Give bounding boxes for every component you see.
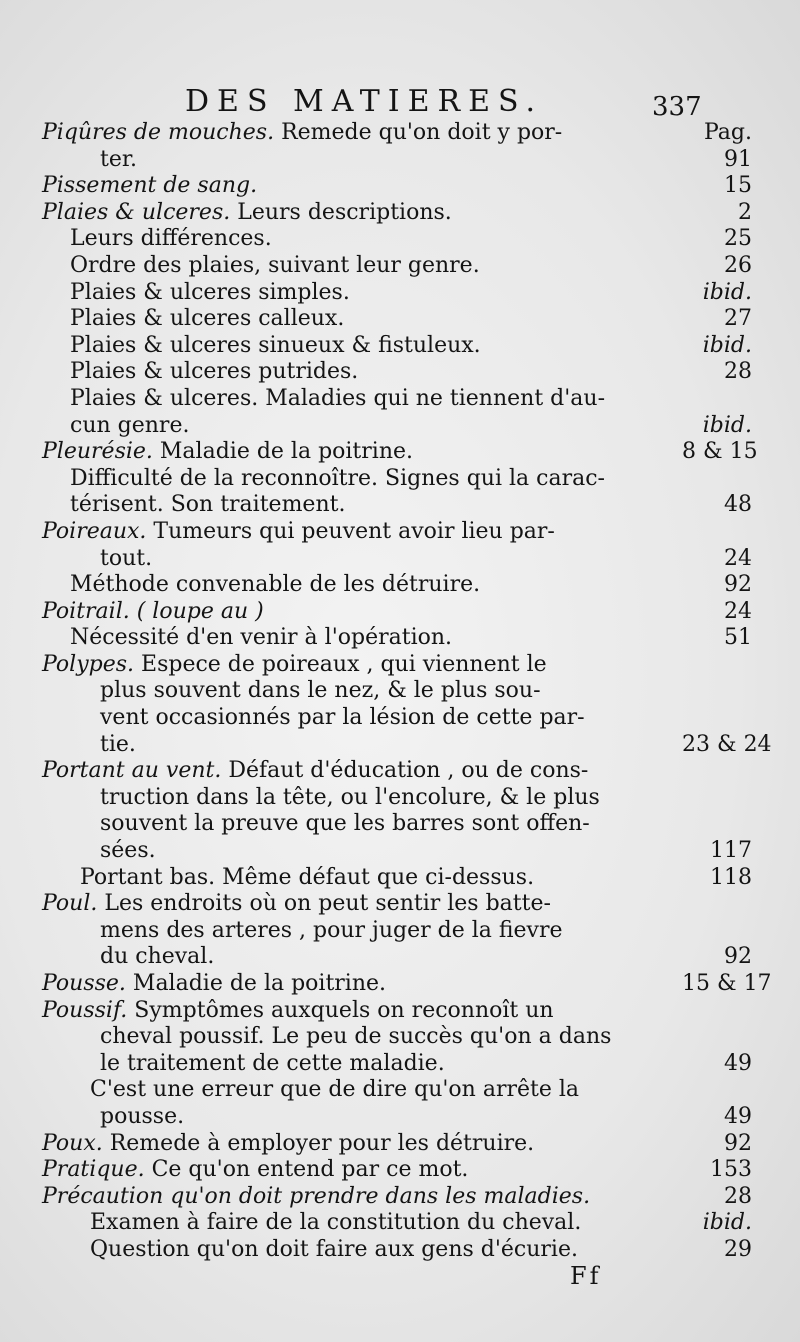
page-reference: 49: [724, 1103, 752, 1129]
index-line: [42, 146, 752, 174]
page-reference: 2: [738, 199, 752, 225]
entry-text: Question qu'on doit faire aux gens d'écurie.: [90, 1236, 578, 1262]
entry-heading: Piqûres de mouches.: [42, 120, 275, 145]
entry-text: Tumeurs qui peuvent avoir lieu par-: [146, 518, 555, 544]
entry-text: Espece de poireaux , qui viennent le: [134, 651, 547, 677]
signature-mark: Ff: [570, 1262, 602, 1290]
index-line: [42, 1077, 657, 1104]
entry-text: tout.: [100, 545, 153, 571]
entry-text: cheval poussif. Le peu de succès qu'on a dans: [100, 1024, 612, 1050]
index-line: [42, 439, 758, 466]
entry-text: Plaies & ulceres simples.: [70, 279, 350, 305]
entry-text: Défaut d'éducation , ou de cons-: [221, 758, 589, 784]
page-reference: 48: [724, 492, 752, 518]
entry-text: souvent la preuve que les barres sont offen-: [100, 811, 590, 837]
index-line: [42, 971, 772, 998]
index-line: [42, 944, 752, 971]
index-line: [42, 120, 752, 147]
entry-text: cun genre.: [70, 412, 190, 438]
index-line: [42, 864, 752, 892]
page-reference: ibid.: [702, 1210, 752, 1236]
index-line: [42, 705, 657, 732]
index-line: [42, 785, 657, 812]
entry-text: Maladie de la poitrine.: [152, 439, 414, 465]
entry-text: Plaies & ulceres calleux.: [70, 306, 345, 332]
entry-text: du cheval.: [100, 944, 215, 970]
page-reference: 49: [724, 1050, 752, 1076]
entry-heading: Plaies & ulceres.: [42, 199, 231, 225]
entry-heading: Pissement de sang.: [42, 173, 258, 199]
entry-heading: Poux.: [42, 1130, 103, 1156]
index-line: [42, 811, 657, 838]
page-reference: 92: [724, 944, 752, 970]
page-reference: 25: [724, 226, 752, 252]
entry-text: Examen à faire de la constitution du cheval.: [90, 1210, 582, 1236]
entry-text: mens des arteres , pour juger de la fievre: [100, 917, 563, 943]
index-line: [42, 625, 752, 652]
page-reference: ibid.: [702, 332, 752, 358]
page-reference: 27: [724, 306, 752, 332]
index-line: [42, 1050, 752, 1078]
entry-text: Ordre des plaies, suivant leur genre.: [70, 252, 480, 278]
page-reference: 117: [710, 838, 752, 864]
entry-text: truction dans la tête, ou l'encolure, & le plus: [100, 784, 600, 810]
index-line: [42, 519, 657, 546]
entry-heading: Poitrail.: [42, 598, 130, 624]
page-reference: 28: [724, 1183, 752, 1209]
entry-text: le traitement de cette maladie.: [100, 1050, 445, 1076]
index-line: [42, 226, 752, 253]
page-reference: 92: [724, 1130, 752, 1156]
page-number: 337: [652, 92, 702, 122]
entry-heading: Polypes.: [42, 651, 135, 677]
page-reference: 28: [724, 359, 752, 385]
entry-heading: Poussif.: [42, 997, 128, 1023]
entry-text: térisent. Son traitement.: [70, 492, 346, 518]
index-line: [42, 173, 752, 200]
index-line: [42, 466, 657, 493]
index-line: [42, 652, 657, 679]
index-line: [42, 386, 657, 413]
page-reference: 51: [724, 625, 752, 651]
index-line: [42, 918, 657, 945]
index-line: [42, 332, 752, 360]
entry-heading: Pleurésie.: [42, 439, 153, 465]
index-line: [42, 731, 772, 759]
entry-text: Portant bas. Même défaut que ci-dessus.: [80, 864, 535, 890]
entry-text: Maladie de la poitrine.: [125, 971, 387, 996]
index-line: [42, 279, 752, 307]
page-reference: 118: [710, 864, 752, 890]
page-reference: 29: [724, 1236, 752, 1262]
entry-heading: Précaution qu'on doit prendre dans les maladies.: [42, 1183, 591, 1209]
page-reference: 15: [724, 173, 752, 199]
index-line: [42, 891, 657, 918]
index-line: [42, 598, 752, 626]
entry-text: Plaies & ulceres. Maladies qui ne tiennent d'au-: [70, 385, 606, 411]
page-reference: ibid.: [702, 279, 752, 305]
index-line: [42, 545, 752, 573]
entry-heading: Portant au vent.: [42, 758, 222, 784]
index-line: [42, 1103, 752, 1131]
index-line: [42, 678, 657, 705]
index-line: [42, 492, 752, 519]
index-line: [42, 572, 752, 599]
index-line: [42, 359, 752, 386]
entry-text: Les endroits où on peut sentir les batte-: [97, 891, 551, 917]
entry-text: Méthode convenable de les détruire.: [70, 572, 481, 598]
entry-text: ( loupe au ): [129, 598, 264, 624]
entry-text: Leurs descriptions.: [230, 199, 452, 225]
index-line: [42, 838, 752, 865]
index-line: [42, 412, 752, 440]
entry-text: pousse.: [100, 1103, 185, 1129]
entry-heading: Pousse.: [42, 971, 126, 996]
index-line: [42, 1130, 752, 1158]
entry-text: tie.: [100, 731, 136, 757]
page-reference: 91: [724, 146, 752, 172]
entry-text: Plaies & ulceres sinueux & fistuleux.: [70, 332, 481, 358]
entry-text: sées.: [100, 838, 156, 864]
entry-text: Remede à employer pour les détruire.: [102, 1130, 535, 1156]
entry-text: plus souvent dans le nez, & le plus sou-: [100, 678, 541, 704]
page-reference: ibid.: [702, 412, 752, 438]
entry-text: Ce qu'on entend par ce mot.: [144, 1157, 469, 1183]
page-reference: 153: [710, 1157, 752, 1183]
entry-heading: Pratique.: [42, 1157, 145, 1183]
page-reference: 8 & 15: [682, 439, 758, 465]
index-line: [42, 1157, 752, 1184]
entry-text: Difficulté de la reconnoître. Signes qui la carac-: [70, 465, 605, 491]
entry-text: Symptômes auxquels on reconnoît un: [127, 997, 554, 1023]
index-line: [42, 998, 657, 1025]
index-line: [42, 758, 657, 785]
page-reference: 15 & 17: [682, 971, 772, 996]
index-line: [42, 1236, 752, 1264]
entry-text: vent occasionnés par la lésion de cette par-: [100, 705, 585, 731]
index-line: [42, 1183, 752, 1211]
running-header: DES MATIERES.: [185, 84, 544, 119]
index-line: [42, 252, 752, 280]
entry-text: Nécessité d'en venir à l'opération.: [70, 625, 453, 651]
page-reference: 23 & 24: [682, 731, 772, 757]
entry-text: Leurs différences.: [70, 226, 272, 252]
page-reference: 24: [724, 545, 752, 571]
page-reference: 92: [724, 572, 752, 598]
page-reference: Pag.: [703, 120, 752, 145]
entry-heading: Poireaux.: [42, 518, 147, 544]
entry-text: Remede qu'on doit y por-: [274, 120, 563, 145]
page-reference: 24: [724, 598, 752, 624]
page-reference: 26: [724, 252, 752, 278]
index-line: [42, 1210, 752, 1237]
index-line: [42, 1024, 657, 1051]
entry-text: Plaies & ulceres putrides.: [70, 359, 359, 385]
entry-heading: Poul.: [42, 891, 98, 917]
index-line: [42, 306, 752, 333]
entry-text: C'est une erreur que de dire qu'on arrête la: [90, 1077, 580, 1103]
index-body: [42, 120, 772, 1264]
index-line: [42, 199, 752, 227]
entry-text: ter.: [100, 146, 137, 172]
